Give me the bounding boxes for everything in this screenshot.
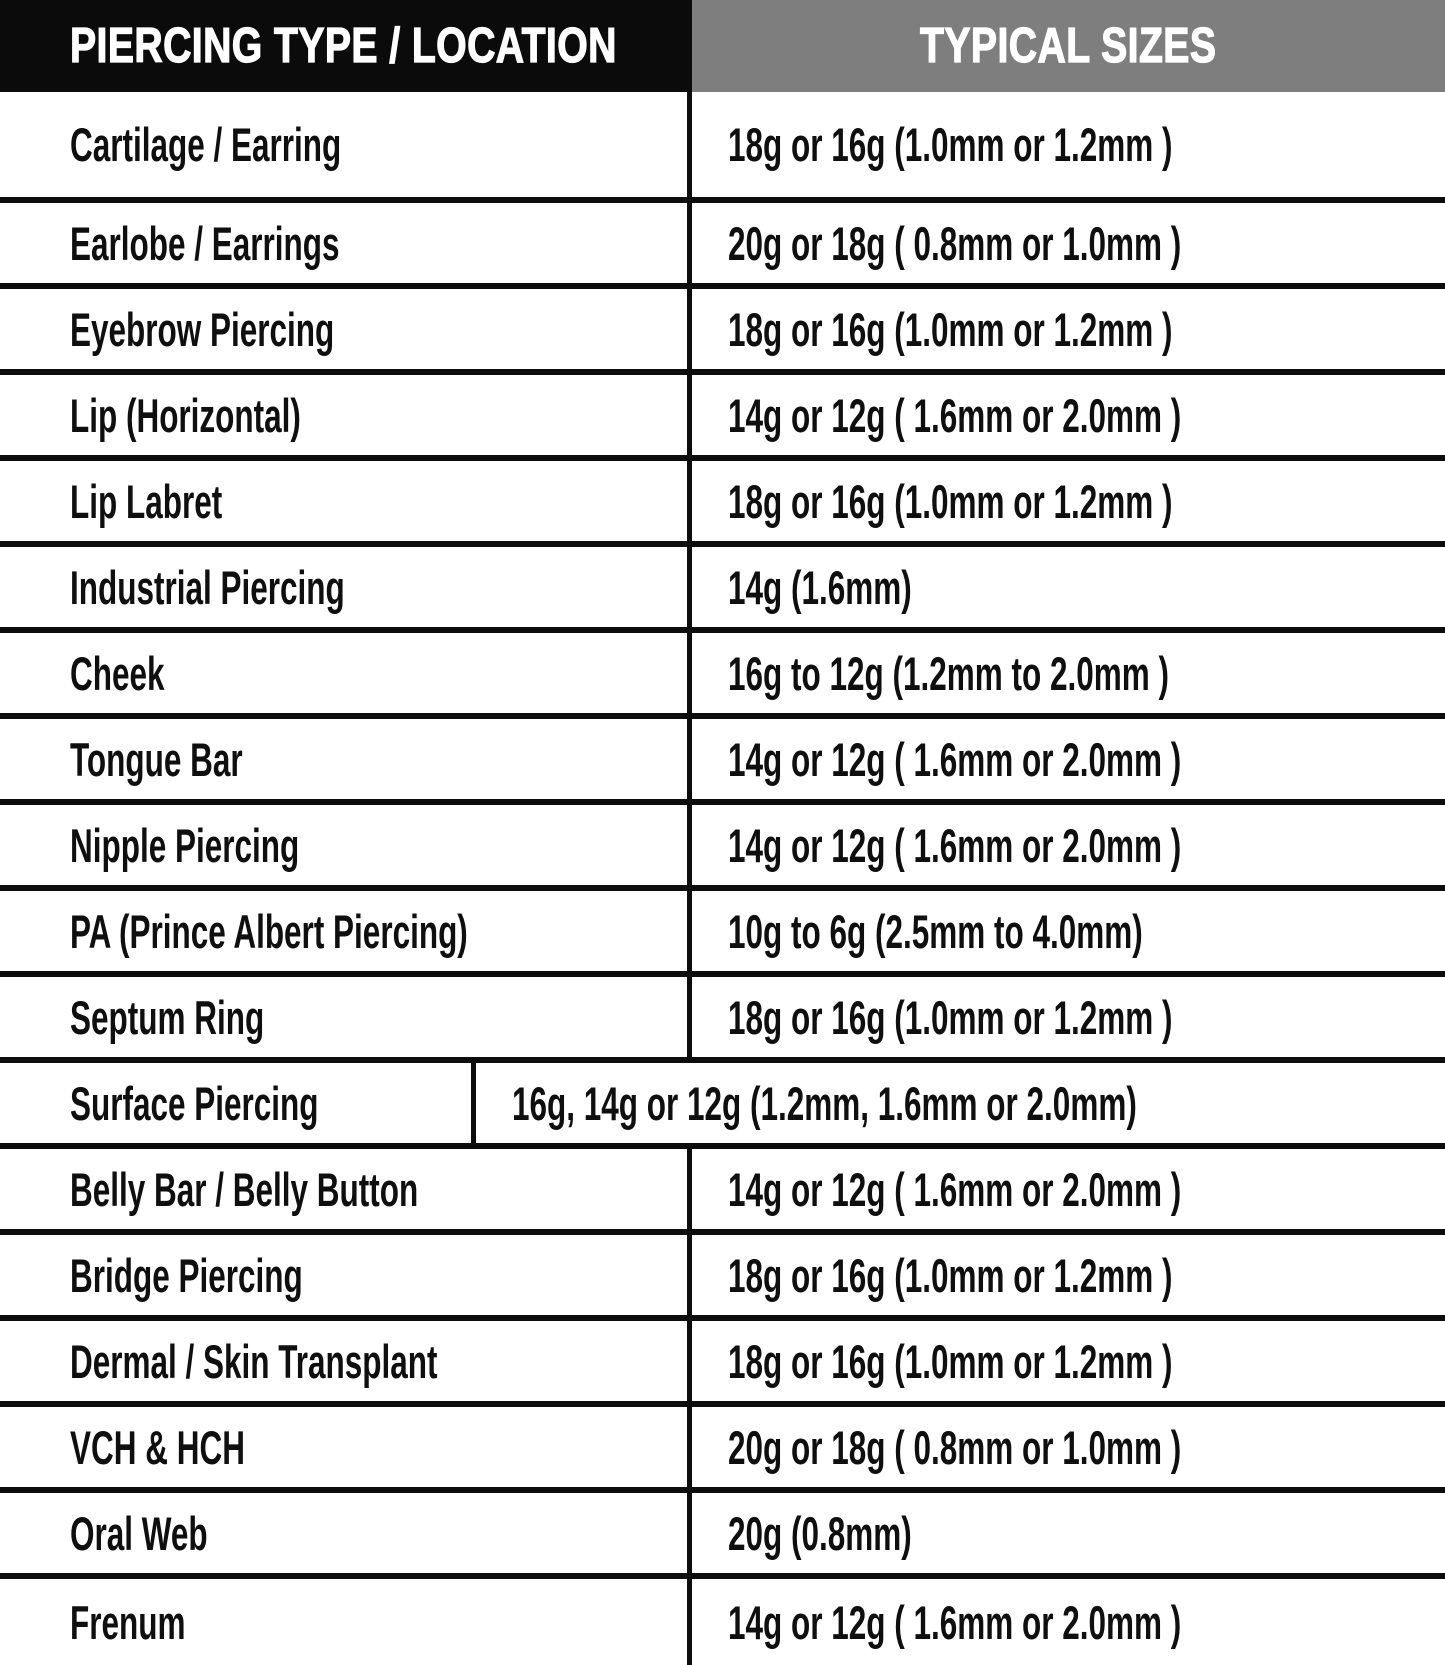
piercing-type-cell (0, 805, 692, 885)
typical-sizes-value: 14g or 12g ( 1.6mm or 2.0mm ) (728, 388, 1182, 442)
typical-sizes-cell (692, 375, 1445, 455)
table-row (0, 1057, 1445, 1143)
typical-sizes-value: 20g (0.8mm) (728, 1506, 912, 1560)
piercing-type-label: VCH & HCH (70, 1420, 245, 1474)
table-row (0, 1229, 1445, 1315)
piercing-type-label: Eyebrow Piercing (70, 302, 335, 356)
table-row (0, 1487, 1445, 1573)
typical-sizes-cell (692, 1579, 1445, 1665)
table-row (0, 455, 1445, 541)
table-row (0, 541, 1445, 627)
typical-sizes-cell (692, 805, 1445, 885)
piercing-type-label: Septum Ring (70, 990, 265, 1044)
col-header-piercing-type-label: PIERCING TYPE / LOCATION (70, 18, 617, 73)
typical-sizes-value: 16g, 14g or 12g (1.2mm, 1.6mm or 2.0mm) (512, 1076, 1138, 1130)
table-row (0, 1573, 1445, 1665)
typical-sizes-value: 18g or 16g (1.0mm or 1.2mm ) (728, 1334, 1173, 1388)
typical-sizes-value: 20g or 18g ( 0.8mm or 1.0mm ) (728, 1420, 1182, 1474)
piercing-type-cell (0, 547, 692, 627)
piercing-type-label: Lip Labret (70, 474, 223, 528)
piercing-type-cell (0, 1063, 476, 1143)
table-row (0, 971, 1445, 1057)
typical-sizes-value: 18g or 16g (1.0mm or 1.2mm ) (728, 474, 1173, 528)
typical-sizes-cell (692, 461, 1445, 541)
piercing-type-label: Frenum (70, 1595, 186, 1649)
table-row (0, 197, 1445, 283)
piercing-type-label: Industrial Piercing (70, 560, 345, 614)
typical-sizes-cell (692, 547, 1445, 627)
piercing-type-label: Surface Piercing (70, 1076, 319, 1130)
piercing-type-label: Cartilage / Earring (70, 118, 342, 171)
table-header-row (0, 0, 1445, 92)
piercing-type-cell (0, 92, 692, 197)
typical-sizes-value: 14g or 12g ( 1.6mm or 2.0mm ) (728, 1595, 1182, 1649)
piercing-type-cell (0, 1321, 692, 1401)
piercing-type-label: Tongue Bar (70, 732, 243, 786)
piercing-type-cell (0, 1235, 692, 1315)
typical-sizes-value: 10g to 6g (2.5mm to 4.0mm) (728, 904, 1143, 958)
typical-sizes-value: 18g or 16g (1.0mm or 1.2mm ) (728, 990, 1173, 1044)
piercing-type-cell (0, 461, 692, 541)
typical-sizes-cell (692, 1493, 1445, 1573)
piercing-type-cell (0, 977, 692, 1057)
piercing-type-label: Nipple Piercing (70, 818, 300, 872)
piercing-type-cell (0, 633, 692, 713)
piercing-type-cell (0, 1493, 692, 1573)
col-header-typical-sizes (692, 0, 1445, 92)
typical-sizes-value: 18g or 16g (1.0mm or 1.2mm ) (728, 118, 1173, 171)
typical-sizes-value: 14g or 12g ( 1.6mm or 2.0mm ) (728, 1162, 1182, 1216)
col-header-typical-sizes-label: TYPICAL SIZES (920, 18, 1217, 73)
typical-sizes-cell (692, 633, 1445, 713)
piercing-type-cell (0, 1579, 692, 1665)
table-row (0, 283, 1445, 369)
typical-sizes-value: 18g or 16g (1.0mm or 1.2mm ) (728, 302, 1173, 356)
piercing-type-cell (0, 719, 692, 799)
piercing-type-label: Oral Web (70, 1506, 208, 1560)
table-body (0, 92, 1445, 1665)
table-row (0, 713, 1445, 799)
typical-sizes-cell (692, 1149, 1445, 1229)
table-row (0, 627, 1445, 713)
piercing-type-label: Lip (Horizontal) (70, 388, 301, 442)
piercing-type-cell (0, 891, 692, 971)
typical-sizes-cell (692, 1321, 1445, 1401)
typical-sizes-cell (692, 203, 1445, 283)
table-row (0, 1401, 1445, 1487)
piercing-type-cell (0, 203, 692, 283)
piercing-type-label: Belly Bar / Belly Button (70, 1162, 419, 1216)
typical-sizes-cell (692, 92, 1445, 197)
piercing-type-label: Earlobe / Earrings (70, 216, 340, 270)
table-row (0, 369, 1445, 455)
piercing-type-label: Bridge Piercing (70, 1248, 303, 1302)
typical-sizes-value: 18g or 16g (1.0mm or 1.2mm ) (728, 1248, 1173, 1302)
table-row (0, 885, 1445, 971)
table-row (0, 92, 1445, 197)
table-row (0, 799, 1445, 885)
piercing-type-label: Cheek (70, 646, 165, 700)
piercing-type-cell (0, 289, 692, 369)
typical-sizes-value: 14g (1.6mm) (728, 560, 912, 614)
typical-sizes-value: 14g or 12g ( 1.6mm or 2.0mm ) (728, 732, 1182, 786)
piercing-type-cell (0, 1407, 692, 1487)
typical-sizes-value: 20g or 18g ( 0.8mm or 1.0mm ) (728, 216, 1182, 270)
col-header-piercing-type (0, 0, 692, 92)
typical-sizes-cell (692, 719, 1445, 799)
typical-sizes-cell (692, 1235, 1445, 1315)
typical-sizes-cell (692, 1407, 1445, 1487)
piercing-type-cell (0, 1149, 692, 1229)
piercing-type-label: PA (Prince Albert Piercing) (70, 904, 468, 958)
piercing-type-label: Dermal / Skin Transplant (70, 1334, 438, 1388)
typical-sizes-cell (692, 289, 1445, 369)
typical-sizes-cell (692, 977, 1445, 1057)
piercing-type-cell (0, 375, 692, 455)
typical-sizes-cell (476, 1063, 1445, 1143)
table-row (0, 1143, 1445, 1229)
table-row (0, 1315, 1445, 1401)
typical-sizes-value: 14g or 12g ( 1.6mm or 2.0mm ) (728, 818, 1182, 872)
typical-sizes-value: 16g to 12g (1.2mm to 2.0mm ) (728, 646, 1169, 700)
typical-sizes-cell (692, 891, 1445, 971)
